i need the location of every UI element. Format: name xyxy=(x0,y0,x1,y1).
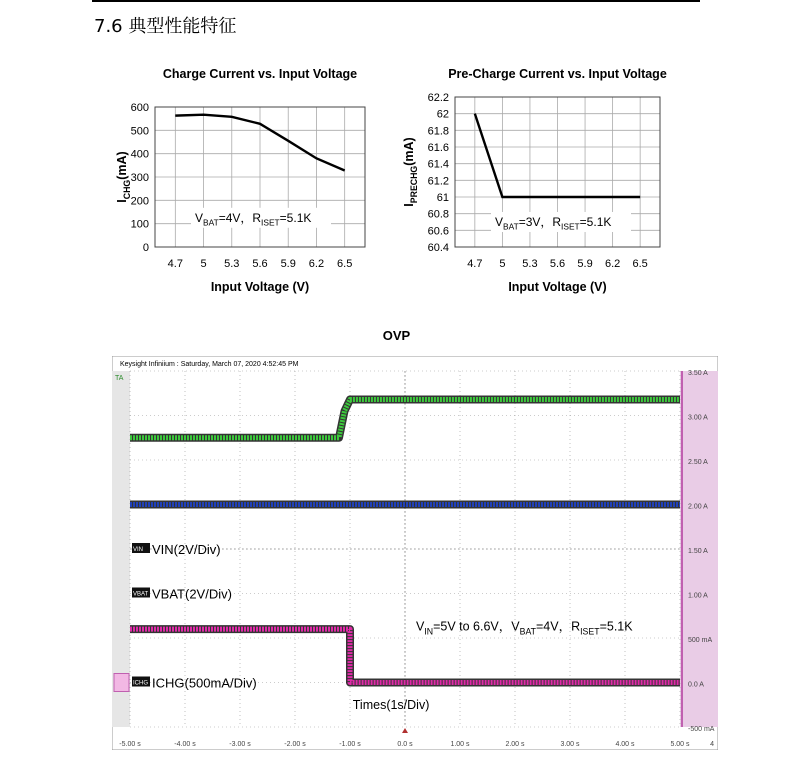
y-tick-label: 400 xyxy=(130,148,149,161)
x-tick-label: 5 xyxy=(200,258,207,270)
y-tick-label: 100 xyxy=(130,218,149,231)
x-tick-label: 5.3 xyxy=(522,258,538,270)
ichg-ground-marker xyxy=(114,674,129,692)
chart-title-1: Pre-Charge Current vs. Input Voltage xyxy=(448,67,667,81)
y-tick-label: 61 xyxy=(436,192,449,204)
time-scale-label: Times(1s/Div) xyxy=(352,698,430,713)
y-tick-label: 61.2 xyxy=(427,175,449,188)
y-tick-label: 61.6 xyxy=(427,142,449,154)
channel-badge-text: ICHG xyxy=(133,680,148,687)
x-tick-label: -4.00 s xyxy=(174,741,196,748)
right-tick-label: 500 mA xyxy=(688,637,713,644)
ovp-condition-annotation: $V_{IN}=5V$ to 6.6V，$V_{BAT}=4V$，$R_{ISET}=5.1K$ xyxy=(416,619,633,637)
y-tick-label: 300 xyxy=(130,172,149,184)
condition-annotation: $V_{BAT}=4V$，$R_{ISET}=5.1K$ xyxy=(195,210,312,228)
y-tick-label: 60.4 xyxy=(427,242,449,254)
x-axis-label: Input Voltage (V) xyxy=(508,280,607,294)
y-tick-label: 200 xyxy=(130,195,149,208)
x-tick-label: 5 xyxy=(499,258,506,270)
y-axis-label-group xyxy=(402,137,419,206)
channel-scale-label: ICHG(500mA/Div) xyxy=(152,675,257,691)
y-tick-label: 60.6 xyxy=(427,225,449,238)
y-axis-label: $I_{PRECHG}(mA)$ xyxy=(402,137,419,207)
charge-current-chart xyxy=(100,60,400,300)
x-tick-label: 5.6 xyxy=(549,258,566,270)
x-tick-label: -1.00 s xyxy=(339,741,361,748)
right-tick-label: 1.00 A xyxy=(688,592,708,600)
y-tick-label: 61.8 xyxy=(427,125,449,138)
x-tick-label: 6.5 xyxy=(337,258,353,270)
right-tick-label: 0.0 A xyxy=(688,681,704,689)
x-axis-label: Input Voltage (V) xyxy=(210,280,310,294)
top-rule xyxy=(92,0,700,2)
right-tick-label: 3.50 A xyxy=(688,370,708,377)
x-tick-label: 3.00 s xyxy=(560,741,580,748)
channel-badge-text: VBAT xyxy=(133,591,149,598)
chart-title-0: Charge Current vs. Input Voltage xyxy=(162,67,358,81)
x-tick-label: 6.2 xyxy=(308,258,325,270)
channel-scale-label: VIN(2V/Div) xyxy=(152,542,221,557)
precharge-current-chart xyxy=(395,60,695,300)
x-tick-label: 1.00 s xyxy=(450,741,470,748)
x-tick-label: 5.9 xyxy=(280,258,296,270)
x-tick-label: -2.00 s xyxy=(284,741,306,748)
x-tick-label: 2.00 s xyxy=(505,741,525,748)
x-tick-label: -5.00 s xyxy=(119,741,141,748)
edge-label: 4 xyxy=(710,741,714,748)
right-tick-label: 2.50 A xyxy=(688,459,708,466)
x-tick-label: 5.00 s xyxy=(670,741,690,748)
y-tick-label: 62.2 xyxy=(427,92,449,104)
y-tick-label: 600 xyxy=(130,102,149,114)
x-tick-label: 6.2 xyxy=(604,258,621,270)
x-tick-label: 0.0 s xyxy=(397,741,413,748)
ovp-title: OVP xyxy=(382,328,411,343)
section-title: 7.6 典型性能特征 xyxy=(94,16,237,37)
x-tick-label: 5.9 xyxy=(577,258,593,270)
y-axis-label: $I_{CHG}(mA)$ xyxy=(115,151,132,203)
y-tick-label: 61.4 xyxy=(427,158,449,171)
x-tick-label: 5.6 xyxy=(252,258,268,270)
channel-badge-text: VIN xyxy=(133,547,144,553)
x-tick-label: 5.3 xyxy=(224,258,240,270)
x-tick-label: 4.7 xyxy=(167,258,183,270)
x-tick-label: 6.5 xyxy=(632,258,648,270)
condition-annotation: $V_{BAT}=3V$，$R_{ISET}=5.1K$ xyxy=(495,215,612,232)
right-tick-label: 2.00 A xyxy=(688,503,708,511)
channel-scale-label: VBAT(2V/Div) xyxy=(152,586,232,602)
ovp-scope-capture xyxy=(112,356,718,750)
right-tick-label: 3.00 A xyxy=(688,414,708,422)
y-tick-label: 60.8 xyxy=(427,208,449,221)
x-tick-label: 4.00 s xyxy=(615,741,635,748)
scope-header: Keysight Infiniium : Saturday, March 07, 2020 4:52:45 PM xyxy=(120,361,299,368)
right-tick-label: -500 mA xyxy=(688,726,715,733)
x-tick-label: 4.7 xyxy=(467,258,483,270)
y-tick-label: 500 xyxy=(130,125,149,138)
y-tick-label: 62 xyxy=(436,108,449,121)
x-tick-label: -3.00 s xyxy=(229,741,251,748)
y-tick-label: 0 xyxy=(142,242,149,254)
corner-label: TA xyxy=(115,375,124,382)
right-tick-label: 1.50 A xyxy=(688,548,708,555)
y-axis-label-group xyxy=(115,151,132,202)
